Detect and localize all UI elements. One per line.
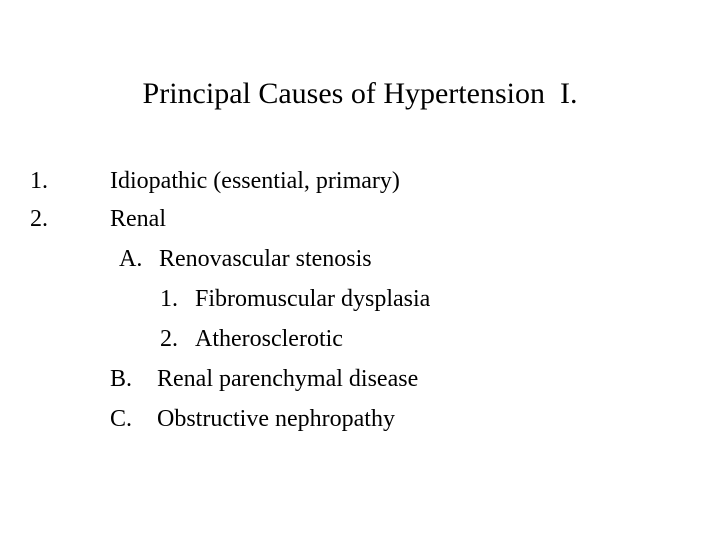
- subsublist-marker: 1.: [160, 286, 178, 312]
- sublist-marker: C.: [110, 406, 133, 432]
- slide-title: Principal Causes of Hypertension I.: [142, 77, 578, 110]
- list-item-text: Idiopathic (essential, primary): [110, 168, 400, 194]
- sublist-marker: B.: [110, 366, 133, 392]
- sublist-item-text: Obstructive nephropathy: [157, 406, 395, 432]
- sublist-item-text: Renovascular stenosis: [159, 246, 372, 272]
- subsublist-item-text: Atherosclerotic: [195, 326, 343, 352]
- subsublist-item-text: Fibromuscular dysplasia: [195, 286, 431, 312]
- list-marker: 1.: [30, 168, 48, 194]
- sublist-item-text: Renal parenchymal disease: [157, 366, 419, 392]
- list-marker: 2.: [30, 206, 48, 232]
- list-item-text: Renal: [110, 206, 166, 232]
- subsublist-marker: 2.: [160, 326, 178, 352]
- sublist-marker: A.: [119, 246, 143, 272]
